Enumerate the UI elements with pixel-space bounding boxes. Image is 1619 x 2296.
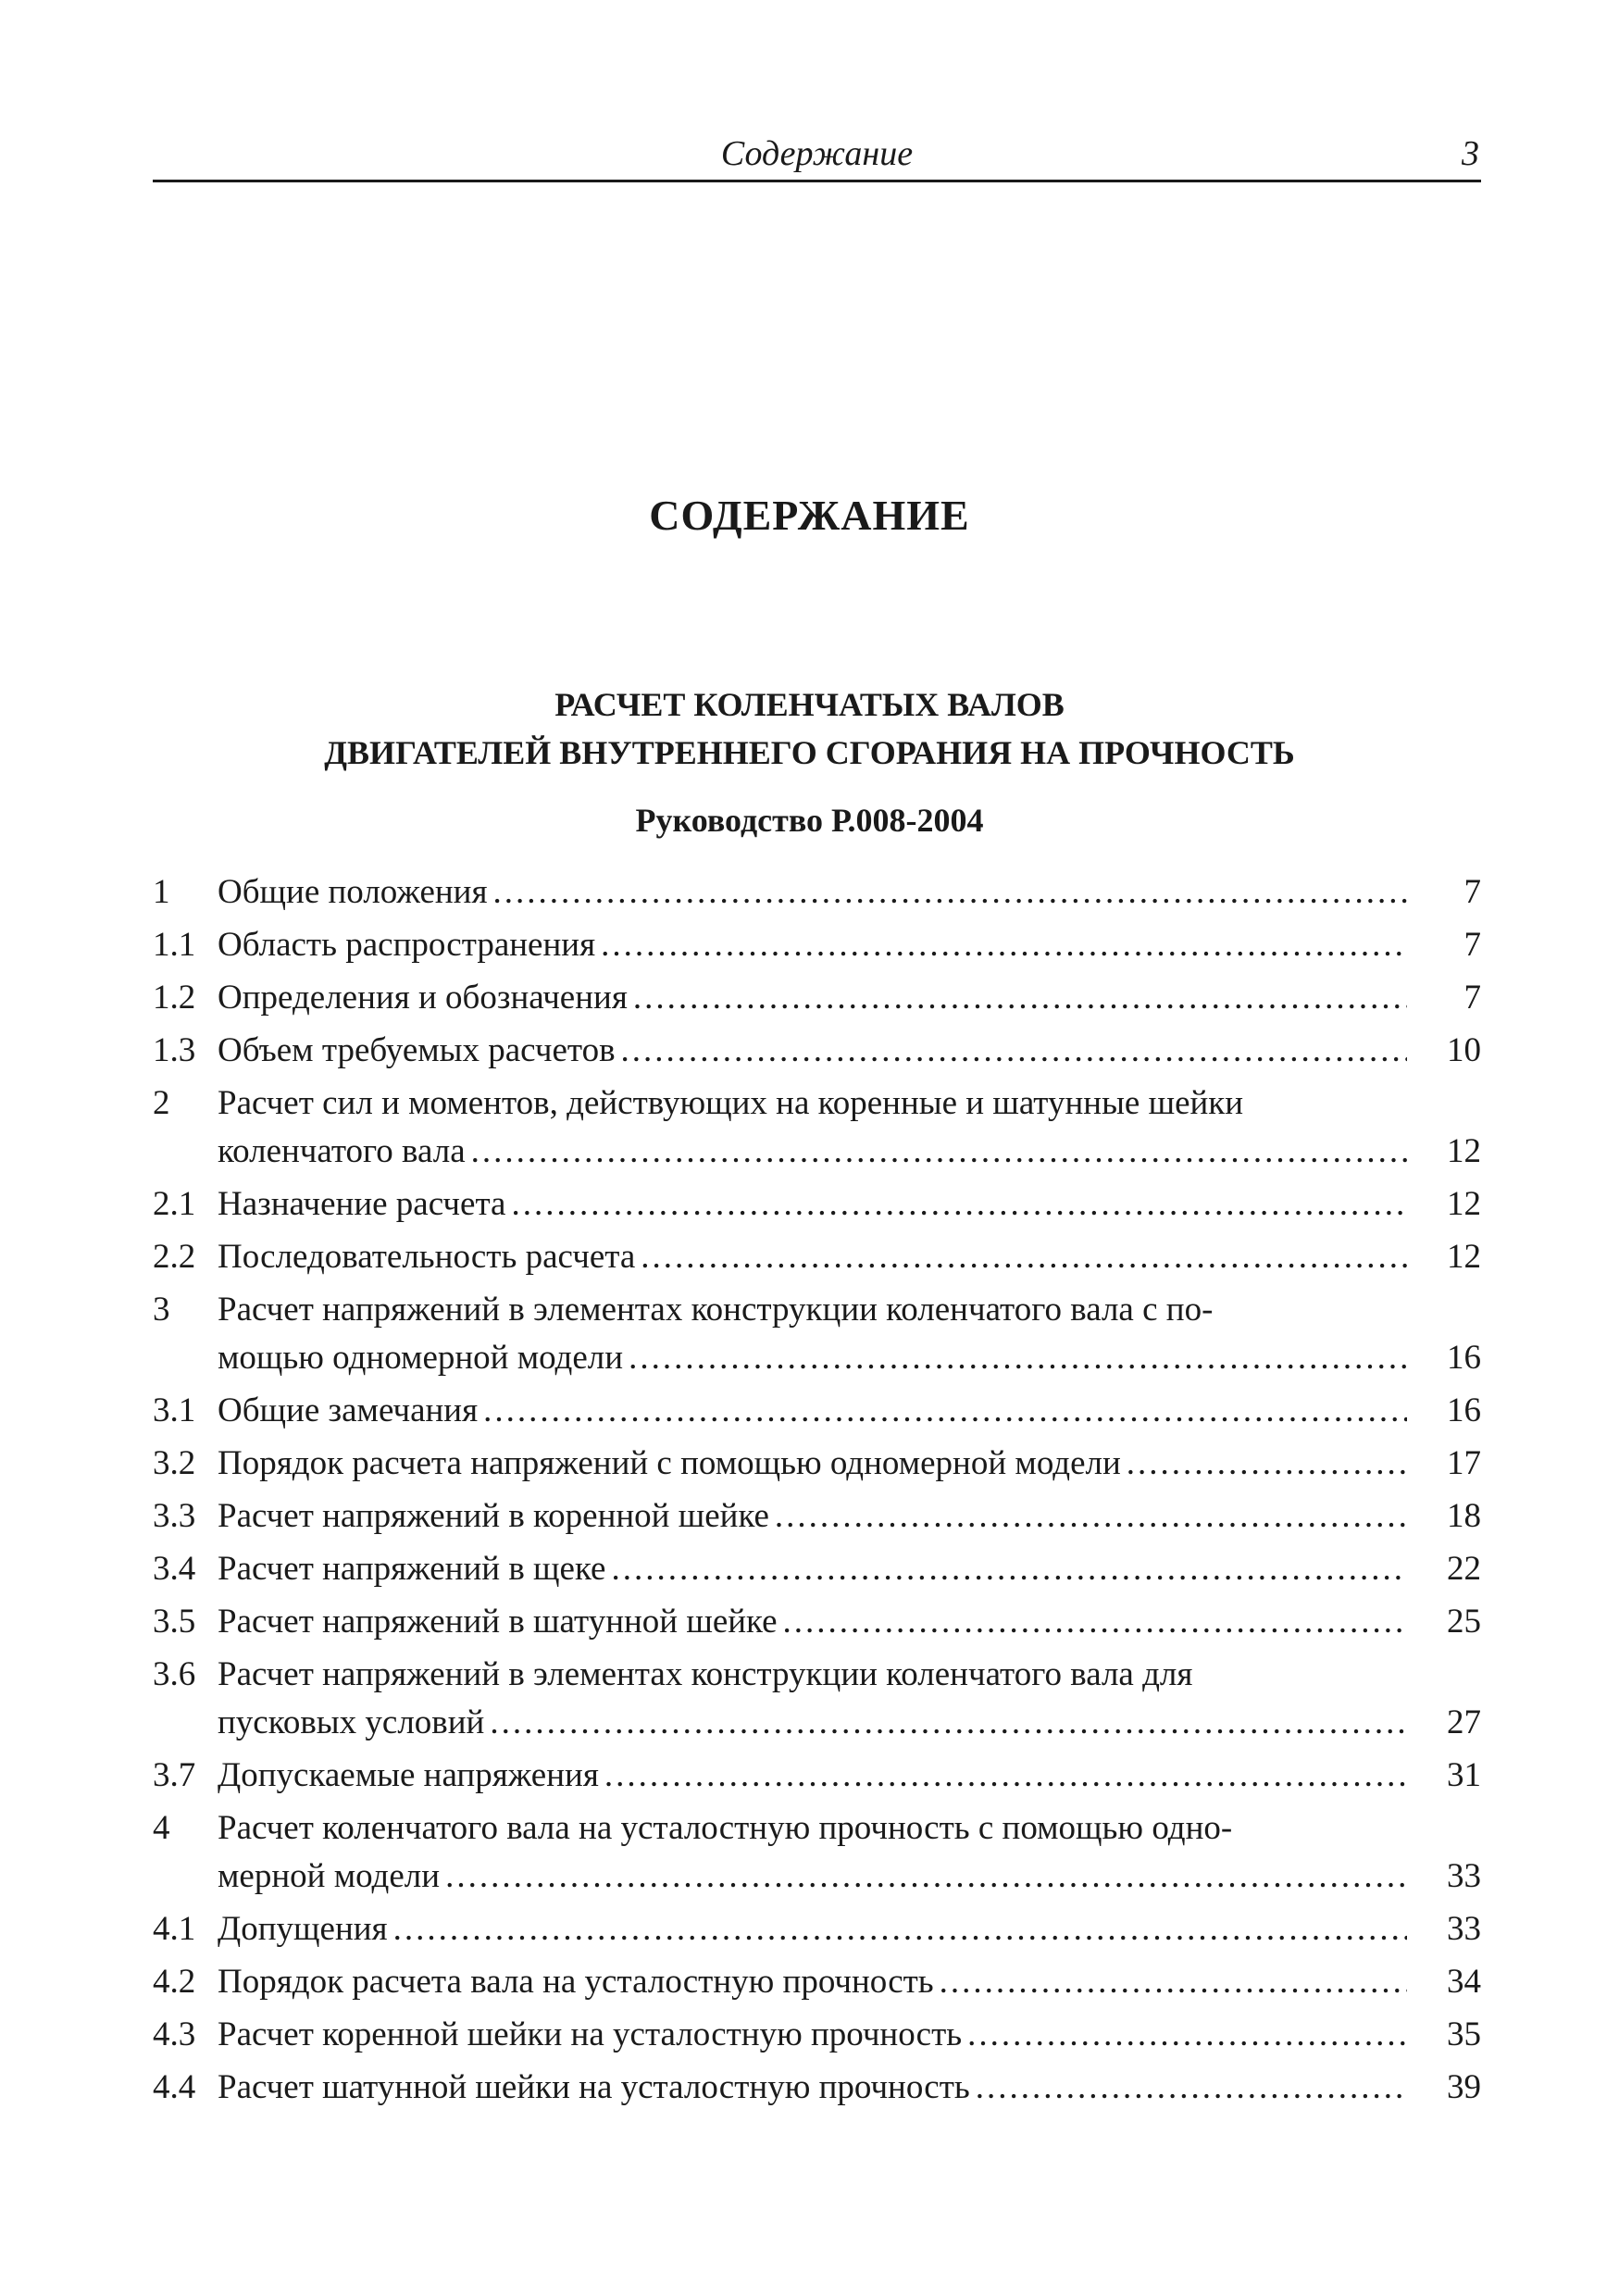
toc-entry-number: 1.2 (153, 979, 196, 1017)
toc-leader-dots (967, 2011, 1407, 2059)
toc-leader-dots (611, 1545, 1407, 1593)
toc-entry-body (218, 1905, 1481, 1953)
toc-entry-page: 10 (1447, 1031, 1481, 1069)
toc-entry[interactable] (153, 1387, 1481, 1435)
toc-entry-number: 1.3 (153, 1031, 196, 1069)
toc-leader-dots (775, 1492, 1407, 1541)
toc-entry-page: 12 (1447, 1238, 1481, 1276)
toc-leader-dots (976, 2064, 1407, 2112)
toc-entry[interactable] (153, 1598, 1481, 1646)
toc-entry[interactable] (153, 1027, 1481, 1075)
toc-entry-body (218, 1440, 1481, 1488)
running-title: Содержание (720, 134, 914, 173)
toc-leader-dots (483, 1387, 1407, 1435)
toc-entry-line (218, 2011, 1481, 2059)
toc-entry-page: 12 (1447, 1132, 1481, 1170)
toc-entry-number: 4 (153, 1809, 170, 1847)
toc-entry-title: Последовательность расчета (218, 1238, 636, 1276)
toc-entry-page: 35 (1447, 2015, 1481, 2053)
toc-entry-page: 31 (1447, 1756, 1481, 1794)
toc-leader-dots (471, 1128, 1407, 1176)
toc-leader-dots (492, 868, 1407, 917)
toc-entry-number: 3.6 (153, 1655, 196, 1693)
toc-entry-title: Расчет шатунной шейки на усталостную прочность (218, 2068, 970, 2106)
toc-entry[interactable] (153, 1233, 1481, 1281)
toc-entry-number: 3.5 (153, 1603, 196, 1641)
toc-entry-title: мерной модели (218, 1857, 441, 1895)
toc-entry-body (218, 1286, 1481, 1382)
toc-entry-body (218, 1651, 1481, 1747)
toc-entry-title-line-1: Расчет сил и моментов, действующих на коренные и шатунные шейки (218, 1084, 1244, 1122)
toc-entry-number: 3.1 (153, 1391, 196, 1429)
toc-entry[interactable] (153, 921, 1481, 969)
toc-entry-body (218, 1079, 1481, 1176)
page-title: СОДЕРЖАНИЕ (649, 492, 970, 539)
toc-entry-page: 18 (1447, 1497, 1481, 1535)
toc-leader-dots (1127, 1440, 1407, 1488)
toc-entry-title-line-1: Расчет напряжений в элементах конструкции коленчатого вала с по- (218, 1291, 1214, 1329)
toc-entry-line (218, 974, 1481, 1022)
toc-entry[interactable] (153, 2064, 1481, 2112)
toc-entry-line (218, 1545, 1481, 1593)
toc-entry-page: 7 (1463, 873, 1481, 911)
toc-entry-line (218, 1598, 1481, 1646)
toc-entry-page: 7 (1463, 926, 1481, 964)
toc-leader-dots (641, 1233, 1407, 1281)
toc-entry-title: Назначение расчета (218, 1185, 506, 1223)
toc-entry-title: Объем требуемых расчетов (218, 1031, 616, 1069)
toc-entry-line (218, 1699, 1481, 1747)
toc-entry-body (218, 2064, 1481, 2112)
toc-entry[interactable] (153, 974, 1481, 1022)
toc-entry-body (218, 921, 1481, 969)
toc-leader-dots (629, 1334, 1407, 1382)
document-title-line-1: РАСЧЕТ КОЛЕНЧАТЫХ ВАЛОВ (554, 686, 1065, 723)
toc-entry-body (218, 1804, 1481, 1901)
document-title-line-2: ДВИГАТЕЛЕЙ ВНУТРЕННЕГО СГОРАНИЯ НА ПРОЧНОСТЬ (324, 734, 1295, 771)
toc-leader-dots (783, 1598, 1407, 1646)
toc-entry-title: Порядок расчета вала на усталостную прочность (218, 1963, 934, 2001)
toc-entry-title: Область распространения (218, 926, 596, 964)
toc-entry-number: 4.1 (153, 1910, 196, 1948)
toc-entry-page: 39 (1447, 2068, 1481, 2106)
toc-entry-body (218, 1545, 1481, 1593)
toc-entry-title-line-1: Расчет напряжений в элементах конструкции коленчатого вала для (218, 1655, 1193, 1693)
toc-leader-dots (601, 921, 1407, 969)
toc-entry-body (218, 974, 1481, 1022)
toc-entry-number: 3.7 (153, 1756, 196, 1794)
toc-leader-dots (511, 1180, 1407, 1229)
toc-entry-line (218, 921, 1481, 969)
toc-entry-line (218, 1752, 1481, 1800)
toc-entry[interactable] (153, 1545, 1481, 1593)
toc-entry-page: 12 (1447, 1185, 1481, 1223)
toc-leader-dots (621, 1027, 1407, 1075)
toc-entry-line (218, 1387, 1481, 1435)
toc-entry-title: пусковых условий (218, 1703, 485, 1741)
toc-entry-page: 7 (1463, 979, 1481, 1017)
toc-entry-body (218, 1027, 1481, 1075)
page-number: 3 (1462, 134, 1479, 173)
toc-entry-body (218, 1233, 1481, 1281)
toc-entry-line (218, 1180, 1481, 1229)
toc-entry[interactable] (153, 1492, 1481, 1541)
toc-entry-body (218, 2011, 1481, 2059)
toc-entry-page: 25 (1447, 1603, 1481, 1641)
table-of-contents (153, 868, 1481, 2116)
toc-entry[interactable] (153, 868, 1481, 917)
toc-entry-number: 2.2 (153, 1238, 196, 1276)
toc-entry-line (218, 1233, 1481, 1281)
toc-entry[interactable] (153, 1440, 1481, 1488)
toc-entry-line (218, 1853, 1481, 1901)
toc-entry-line (218, 1958, 1481, 2006)
toc-entry-line (218, 1492, 1481, 1541)
toc-entry-line (218, 1027, 1481, 1075)
toc-leader-dots (604, 1752, 1407, 1800)
toc-entry-number: 4.3 (153, 2015, 196, 2053)
toc-entry-title: Порядок расчета напряжений с помощью одномерной модели (218, 1444, 1121, 1482)
toc-leader-dots (445, 1853, 1407, 1901)
toc-entry-title: коленчатого вала (218, 1132, 466, 1170)
toc-entry-page: 16 (1447, 1391, 1481, 1429)
toc-entry-body (218, 1492, 1481, 1541)
toc-entry-body (218, 1387, 1481, 1435)
toc-entry-page: 16 (1447, 1339, 1481, 1377)
toc-entry[interactable] (153, 1752, 1481, 1800)
toc-entry-body (218, 1752, 1481, 1800)
toc-entry-title: Общие замечания (218, 1391, 479, 1429)
toc-entry-page: 22 (1447, 1550, 1481, 1588)
toc-entry-title: Расчет коренной шейки на усталостную прочность (218, 2015, 963, 2053)
toc-entry-title: Расчет напряжений в шатунной шейке (218, 1603, 778, 1641)
toc-entry-title: мощью одномерной модели (218, 1339, 624, 1377)
toc-entry[interactable] (153, 1651, 1481, 1747)
toc-entry-page: 17 (1447, 1444, 1481, 1482)
toc-entry-line (218, 1128, 1481, 1176)
toc-entry-number: 4.4 (153, 2068, 196, 2106)
toc-entry-title: Определения и обозначения (218, 979, 628, 1017)
toc-entry-page: 33 (1447, 1857, 1481, 1895)
toc-entry-page: 33 (1447, 1910, 1481, 1948)
toc-entry-line (218, 1440, 1481, 1488)
toc-entry-line (218, 1334, 1481, 1382)
toc-entry[interactable] (153, 1286, 1481, 1382)
toc-entry[interactable] (153, 1905, 1481, 1953)
toc-entry[interactable] (153, 2011, 1481, 2059)
toc-entry-number: 3.4 (153, 1550, 196, 1588)
toc-entry-title-line-1: Расчет коленчатого вала на усталостную прочность с помощью одно- (218, 1809, 1233, 1847)
document-subtitle: Руководство Р.008-2004 (635, 802, 984, 839)
toc-entry-title: Расчет напряжений в коренной шейке (218, 1497, 769, 1535)
toc-entry-number: 3 (153, 1291, 170, 1329)
toc-entry-body (218, 868, 1481, 917)
toc-entry-title: Общие положения (218, 873, 488, 911)
toc-entry-number: 3.2 (153, 1444, 196, 1482)
running-header (153, 130, 1481, 182)
toc-entry-number: 4.2 (153, 1963, 196, 2001)
toc-entry[interactable] (153, 1958, 1481, 2006)
toc-entry-body (218, 1958, 1481, 2006)
toc-entry-number: 2 (153, 1084, 170, 1122)
toc-entry-page: 27 (1447, 1703, 1481, 1741)
toc-entry-line (218, 2064, 1481, 2112)
toc-entry-number: 1.1 (153, 926, 196, 964)
toc-leader-dots (393, 1905, 1407, 1953)
toc-entry[interactable] (153, 1079, 1481, 1176)
toc-leader-dots (490, 1699, 1407, 1747)
toc-entry[interactable] (153, 1180, 1481, 1229)
toc-entry-page: 34 (1447, 1963, 1481, 2001)
toc-entry-number: 1 (153, 873, 170, 911)
toc-entry-number: 2.1 (153, 1185, 196, 1223)
toc-entry-title: Допущения (218, 1910, 388, 1948)
toc-entry-title: Расчет напряжений в щеке (218, 1550, 606, 1588)
toc-entry[interactable] (153, 1804, 1481, 1901)
toc-entry-number: 3.3 (153, 1497, 196, 1535)
toc-entry-line (218, 868, 1481, 917)
toc-entry-body (218, 1180, 1481, 1229)
toc-entry-line (218, 1905, 1481, 1953)
toc-leader-dots (633, 974, 1407, 1022)
toc-leader-dots (940, 1958, 1407, 2006)
document-title (0, 680, 1619, 777)
toc-entry-title: Допускаемые напряжения (218, 1756, 599, 1794)
toc-entry-body (218, 1598, 1481, 1646)
